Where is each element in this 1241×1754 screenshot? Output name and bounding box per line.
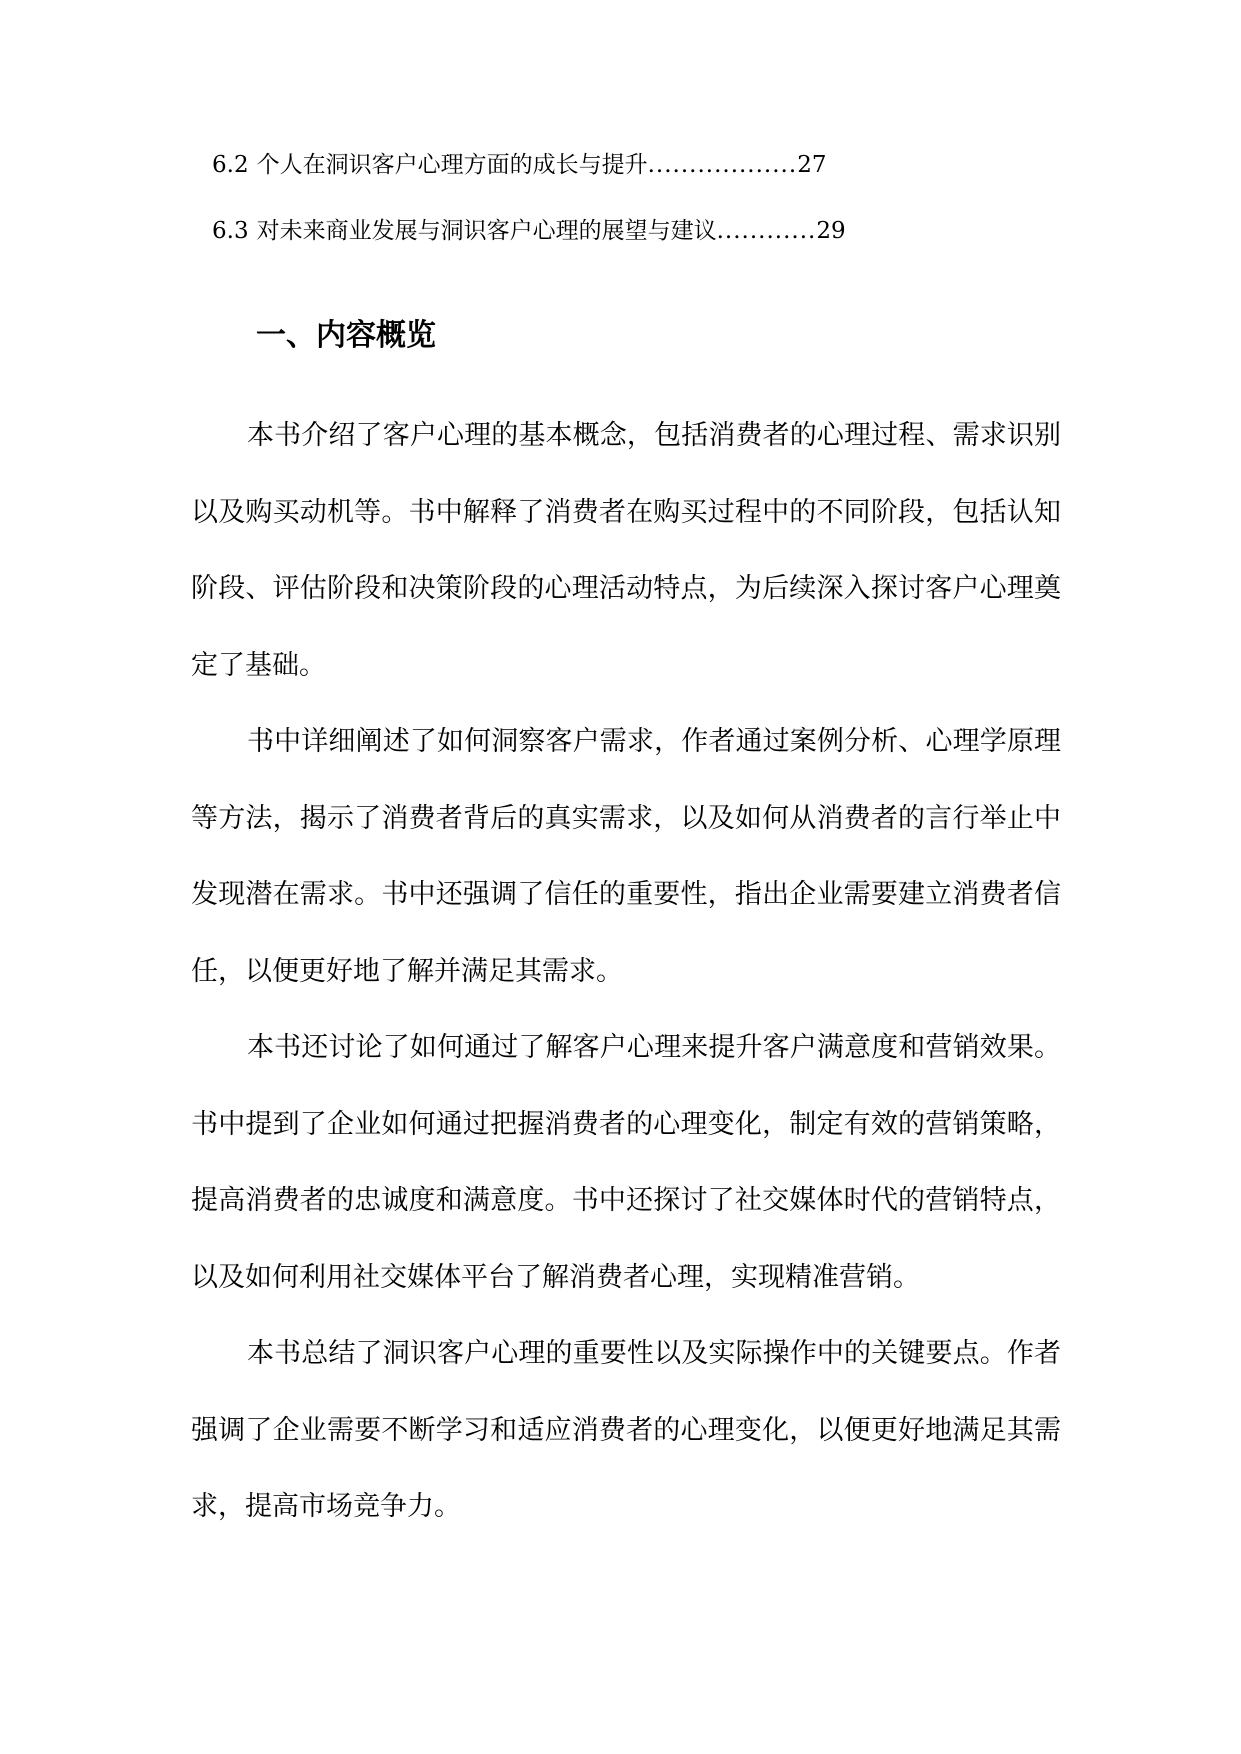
toc-entry-page-number: 29 bbox=[816, 218, 846, 244]
body-paragraph: 本书总结了洞识客户心理的重要性以及实际操作中的关键要点。作者强调了企业需要不断学习和适应消费者的心理变化，以便更好地满足其需求，提高市场竞争力。 bbox=[191, 1338, 1061, 1522]
toc-entry-leader-dots: .................. bbox=[647, 152, 798, 178]
body-paragraph: 本书介绍了客户心理的基本概念，包括消费者的心理过程、需求识别以及购买动机等。书中解释了消费者在购买过程中的不同阶段，包括认知阶段、评估阶段和决策阶段的心理活动特点，为后续深入探讨客户心理奠定了基础。 bbox=[191, 420, 1061, 681]
toc-entry-leader-dots: ............ bbox=[716, 218, 817, 244]
section-heading: 一、内容概览 bbox=[256, 318, 436, 353]
table-of-contents bbox=[212, 148, 957, 280]
toc-entry-title: 对未来商业发展与洞识客户心理的展望与建议 bbox=[256, 218, 717, 244]
body-paragraph: 书中详细阐述了如何洞察客户需求，作者通过案例分析、心理学原理等方法，揭示了消费者背后的真实需求，以及如何从消费者的言行举止中发现潜在需求。书中还强调了信任的重要性，指出企业需要建立消费者信任，以便更好地了解并满足其需求。 bbox=[191, 726, 1061, 987]
toc-entry[interactable] bbox=[212, 214, 957, 280]
section-body bbox=[191, 398, 1061, 1546]
body-paragraph: 本书还讨论了如何通过了解客户心理来提升客户满意度和营销效果。书中提到了企业如何通过把握消费者的心理变化，制定有效的营销策略，提高消费者的忠诚度和满意度。书中还探讨了社交媒体时代的营销特点，以及如何利用社交媒体平台了解消费者心理，实现精准营销。 bbox=[191, 1032, 1061, 1293]
toc-entry-number: 6.2 bbox=[212, 152, 249, 178]
toc-entry[interactable] bbox=[212, 148, 957, 214]
toc-entry-page-number: 27 bbox=[797, 152, 827, 178]
toc-entry-number: 6.3 bbox=[212, 218, 249, 244]
toc-entry-title: 个人在洞识客户心理方面的成长与提升 bbox=[256, 152, 648, 178]
